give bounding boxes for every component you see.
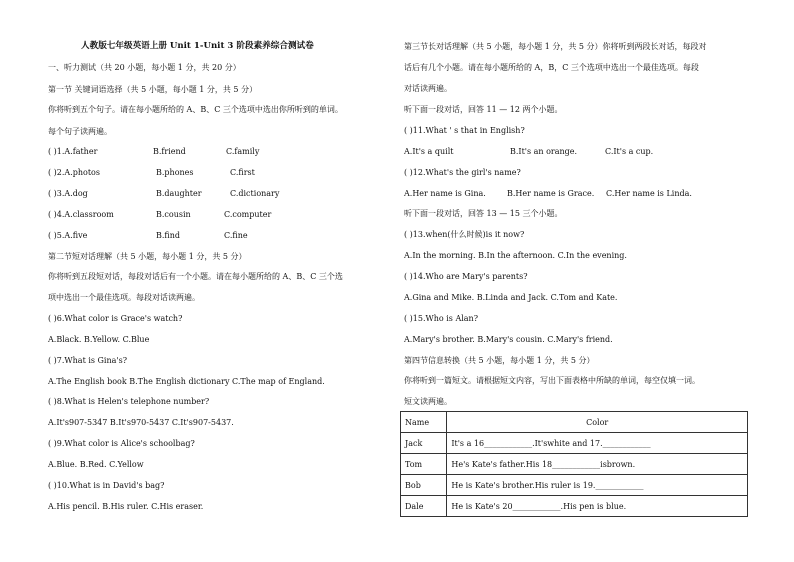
question-2-option-a: ( )2.A.photos	[48, 168, 100, 177]
table-row	[401, 496, 748, 517]
dialogue-1-prompt: 听下面一段对话，回答 11 — 12 两个小题。	[404, 105, 563, 114]
table-cell-name: Jack	[401, 433, 447, 454]
section-1-heading: 第一节 关键词语选择（共 5 小题，每小题 1 分，共 5 分）	[48, 85, 258, 94]
dialogue-2-prompt: 听下面一段对话，回答 13 — 15 三个小题。	[404, 209, 563, 218]
info-table	[400, 411, 748, 517]
question-7-options: A.The English book B.The English dictionary C.The map of England.	[48, 377, 325, 386]
question-11-option-a: A.It's a quilt	[404, 147, 454, 156]
page-title: 人教版七年级英语上册 Unit 1-Unit 3 阶段素养综合测试卷	[81, 41, 314, 51]
table-cell-name: Dale	[401, 496, 447, 517]
question-8: ( )8.What is Helen's telephone number?	[48, 397, 210, 406]
section-1-instructions-2: 每个句子读两遍。	[48, 127, 112, 136]
question-1-option-b: B.friend	[153, 147, 186, 156]
question-12-option-a: A.Her name is Gina.	[404, 189, 486, 198]
question-6-options: A.Black. B.Yellow. C.Blue	[48, 335, 150, 344]
table-header-cell: Name	[401, 412, 447, 433]
part-heading: 一、听力测试（共 20 小题，每小题 1 分，共 20 分）	[48, 63, 241, 72]
table-cell-name: Tom	[401, 454, 447, 475]
table-cell-color: It's a 16____________.It'swhite and 17.____________	[447, 433, 748, 454]
question-14: ( )14.Who are Mary's parents?	[404, 272, 528, 281]
table-cell-color: He is Kate's brother.His ruler is 19.____________	[447, 475, 748, 496]
question-13: ( )13.when(什么时候)is it now?	[404, 230, 525, 239]
question-12: ( )12.What's the girl's name?	[404, 168, 521, 177]
section-3-heading: 第三节长对话理解（共 5 小题，每小题 1 分，共 5 分）你将听到两段长对话，每段对	[404, 42, 707, 51]
question-8-options: A.It's907-5347 B.It's970-5437 C.It's907-5437.	[48, 418, 234, 427]
question-5-option-a: ( )5.A.five	[48, 231, 88, 240]
section-4-instructions: 你将听到一篇短文。请根据短文内容，写出下面表格中所缺的单词，每空仅填一词。	[404, 376, 700, 385]
question-3-option-c: C.dictionary	[230, 189, 280, 198]
question-10: ( )10.What is in David's bag?	[48, 481, 165, 490]
question-11: ( )11.What ' s that in English?	[404, 126, 525, 135]
question-1-option-c: C.family	[226, 147, 260, 156]
question-10-options: A.His pencil. B.His ruler. C.His eraser.	[48, 502, 204, 511]
question-5-option-b: B.find	[156, 231, 181, 240]
question-3-option-a: ( )3.A.dog	[48, 189, 88, 198]
question-9: ( )9.What color is Alice's schoolbag?	[48, 439, 195, 448]
question-11-option-b: B.It's an orange.	[510, 147, 578, 156]
question-5-option-c: C.fine	[224, 231, 248, 240]
question-2-option-c: C.first	[230, 168, 255, 177]
question-2-option-b: B.phones	[156, 168, 194, 177]
question-1-option-a: ( )1.A.father	[48, 147, 98, 156]
section-4-heading: 第四节信息转换（共 5 小题，每小题 1 分，共 5 分）	[404, 356, 595, 365]
question-4-option-b: B.cousin	[156, 210, 191, 219]
question-4-option-c: C.computer	[224, 210, 272, 219]
section-1-instructions: 你将听到五个句子。请在每小题所给的 A、B、C 三个选项中选出你所听到的单词。	[48, 105, 343, 114]
question-11-option-c: C.It's a cup.	[605, 147, 654, 156]
table-cell-color: He's Kate's father.His 18____________isbrown.	[447, 454, 748, 475]
table-header-row	[401, 412, 748, 433]
section-2-heading: 第二节短对话理解（共 5 小题，每小题 1 分，共 5 分）	[48, 252, 247, 261]
section-2-instructions-2: 项中选出一个最佳选项。每段对话读两遍。	[48, 293, 200, 302]
question-12-option-c: C.Her name is Linda.	[606, 189, 692, 198]
question-13-options: A.In the morning. B.In the afternoon. C.In the evening.	[404, 251, 627, 260]
section-3-instructions: 话后有几个小题。请在每小题所给的 A，B，C 三个选项中选出一个最佳选项。每段	[404, 63, 699, 72]
question-15-options: A.Mary's brother. B.Mary's cousin. C.Mary's friend.	[404, 335, 613, 344]
section-3-instructions-2: 对话读两遍。	[404, 84, 452, 93]
section-4-instructions-2: 短文读两遍。	[404, 397, 452, 406]
table-row	[401, 433, 748, 454]
question-12-option-b: B.Her name is Grace.	[507, 189, 595, 198]
question-15: ( )15.Who is Alan?	[404, 314, 478, 323]
table-row	[401, 475, 748, 496]
question-3-option-b: B.daughter	[156, 189, 202, 198]
table-cell-name: Bob	[401, 475, 447, 496]
table-row	[401, 454, 748, 475]
question-4-option-a: ( )4.A.classroom	[48, 210, 114, 219]
question-7: ( )7.What is Gina's?	[48, 356, 127, 365]
table-cell-color: He is Kate's 20____________.His pen is blue.	[447, 496, 748, 517]
question-14-options: A.Gina and Mike. B.Linda and Jack. C.Tom and Kate.	[404, 293, 618, 302]
section-2-instructions: 你将听到五段短对话，每段对话后有一个小题。请在每小题所给的 A、B、C 三个选	[48, 272, 343, 281]
question-6: ( )6.What color is Grace's watch?	[48, 314, 183, 323]
table-header-cell: Color	[447, 412, 748, 433]
question-9-options: A.Blue. B.Red. C.Yellow	[48, 460, 144, 469]
